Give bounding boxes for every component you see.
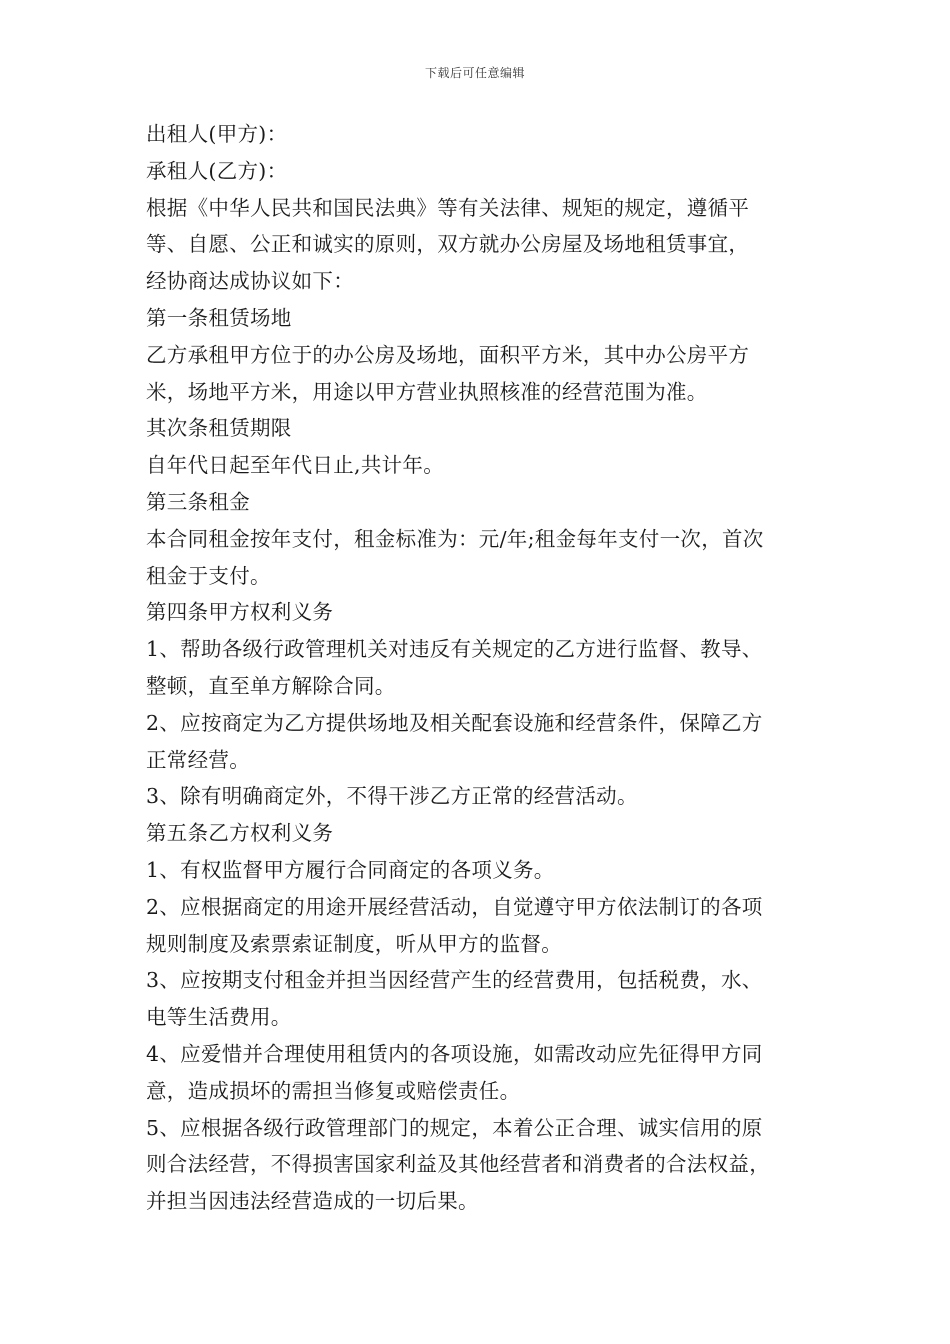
text-line: 本合同租金按年支付，租金标准为：元/年;租金每年支付一次，首次 — [146, 526, 764, 551]
section-heading: 其次条租赁期限 — [146, 416, 292, 441]
text-line: 租金于支付。 — [146, 563, 271, 588]
text-line: 5、应根据各级行政管理部门的规定，本着公正合理、诚实信用的原 — [146, 1115, 763, 1140]
text-line: 1、有权监督甲方履行合同商定的各项义务。 — [146, 857, 555, 882]
text-line: 1、帮助各级行政管理机关对违反有关规定的乙方进行监督、教导、 — [146, 637, 763, 662]
text-line: 电等生活费用。 — [146, 1005, 292, 1030]
text-line: 正常经营。 — [146, 747, 250, 772]
text-line: 乙方承租甲方位于的办公房及场地，面积平方米，其中办公房平方 — [146, 342, 750, 367]
text-line: 等、自愿、公正和诚实的原则，双方就办公房屋及场地租赁事宜， — [146, 232, 750, 257]
text-line: 则合法经营，不得损害国家利益及其他经营者和消费者的合法权益， — [146, 1152, 770, 1177]
text-line: 2、应根据商定的用途开展经营活动，自觉遵守甲方依法制订的各项 — [146, 894, 763, 919]
text-line: 3、应按期支付租金并担当因经营产生的经营费用，包括税费，水、 — [146, 968, 763, 993]
text-line: 并担当因违法经营造成的一切后果。 — [146, 1189, 479, 1214]
text-line: 根据《中华人民共和国民法典》等有关法律、规矩的规定，遵循平 — [146, 195, 750, 220]
text-line: 整顿，直至单方解除合同。 — [146, 673, 396, 698]
page-header-note: 下载后可任意编辑 — [424, 66, 525, 80]
text-line: 经协商达成协议如下： — [146, 269, 354, 294]
section-heading: 第一条租赁场地 — [146, 305, 292, 330]
text-line: 米，场地平方米，用途以甲方营业执照核准的经营范围为准。 — [146, 379, 708, 404]
text-line: 承租人(乙方)： — [146, 158, 288, 183]
section-heading: 第四条甲方权利义务 — [146, 600, 334, 625]
section-heading: 第五条乙方权利义务 — [146, 821, 334, 846]
text-line: 2、应按商定为乙方提供场地及相关配套设施和经营条件，保障乙方 — [146, 710, 763, 735]
text-line: 意，造成损坏的需担当修复或赔偿责任。 — [146, 1078, 521, 1103]
section-heading: 第三条租金 — [146, 489, 250, 514]
text-line: 3、除有明确商定外，不得干涉乙方正常的经营活动。 — [146, 784, 638, 809]
contract-body — [146, 116, 826, 1220]
text-line: 规则制度及索票索证制度，听从甲方的监督。 — [146, 931, 562, 956]
text-line: 出租人(甲方)： — [146, 122, 288, 146]
text-line: 自年代日起至年代日止,共计年。 — [146, 453, 445, 478]
text-line: 4、应爱惜并合理使用租赁内的各项设施，如需改动应先征得甲方同 — [146, 1041, 763, 1066]
